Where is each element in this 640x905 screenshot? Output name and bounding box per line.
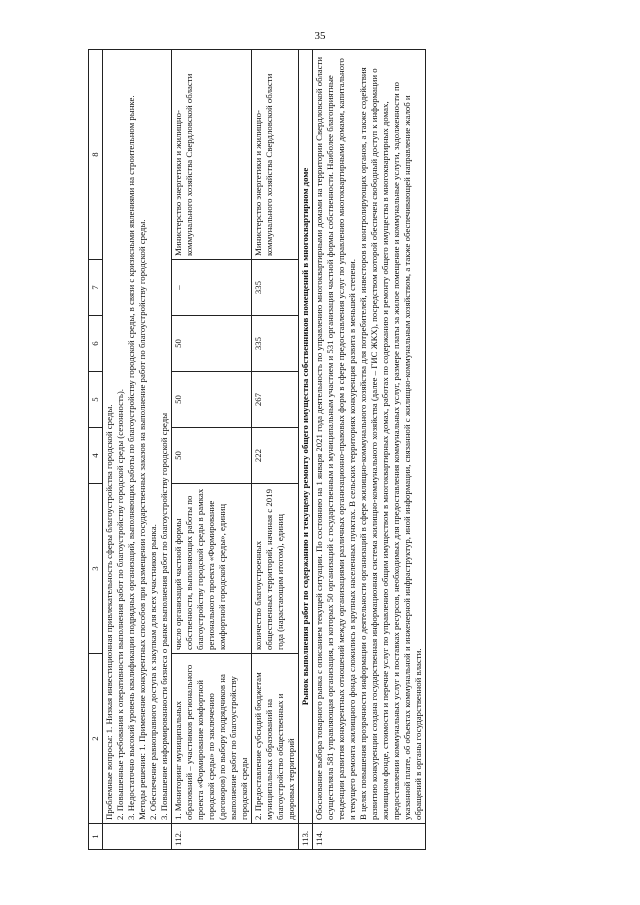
value-cell: – bbox=[172, 260, 252, 316]
market-description bbox=[313, 50, 426, 824]
table-row bbox=[103, 50, 172, 850]
problem-line: 2. Повышенные требования к оперативности выполнения работ по благоустройству городской среды (сезонность). bbox=[115, 388, 125, 820]
row-number: 113. bbox=[299, 824, 313, 850]
value-cell: 50 bbox=[172, 372, 252, 428]
value-cell: 50 bbox=[172, 316, 252, 372]
action-cell: 1. Мониторинг муниципальных образований – участников регионального проекта «Формирование комфортной городской среды» по заключению (договоров) по выбору подрядчиков на выполнение работ по благоустройству городской среды bbox=[172, 654, 252, 824]
col-header-4: 4 bbox=[89, 428, 103, 484]
description-paragraph: Обоснование выбора товарного рынка с описанием текущей ситуации. По состоянию на 1 января 2021 года деятельность по управлению многоквартирными домами на территории Свердловской области осуществляла 581 управляющая организация, из которых 50 организаций с государственным и муниципальным участием и 531 организация частной формы собственности. Наиболее благоприятные тенденции развития конкурентных отношений между организациями различных организационно-правовых форм в сфере предоставления услуг по управлению многоквартирными домами, капитального и текущего ремонта жилищного фонда сложились в крупных населенных пунктах. В сельских территориях конкуренция развита в меньшей степени. bbox=[314, 56, 357, 820]
indicator-cell: количество благоустроенных общественных территорий, начиная с 2019 года (нарастающим итогом), единиц bbox=[252, 484, 299, 654]
measures-table bbox=[88, 49, 426, 850]
col-header-5: 5 bbox=[89, 372, 103, 428]
method-line: 3. Повышение информированности бизнеса о рынке выполнения работ по благоустройству городской среды bbox=[159, 412, 169, 820]
col-header-7: 7 bbox=[89, 260, 103, 316]
col-header-1: 1 bbox=[89, 824, 103, 850]
value-cell: 335 bbox=[252, 260, 299, 316]
value-cell: 267 bbox=[252, 372, 299, 428]
value-cell: 222 bbox=[252, 428, 299, 484]
indicator-cell: число организаций частной формы собственности, выполняющих работы по благоустройству городской среды в рамках регионального проекта «Формирование комфортной городской среды», единиц bbox=[172, 484, 252, 654]
rotated-page-content bbox=[88, 50, 544, 850]
table-row bbox=[252, 50, 299, 850]
value-cell: 335 bbox=[252, 316, 299, 372]
table-row bbox=[172, 50, 252, 850]
table-row bbox=[299, 50, 313, 850]
description-paragraph: В целях повышения прозрачности информации о деятельности организаций в сфере жилищно-коммунального хозяйства для потребителей, инвесторов и контролирующих органов, а также содействия развитию конкуренции создана государственная информационная система жилищно-коммунального хозяйства (далее – ГИС ЖКХ), посредством которой обеспечен свободный доступ к информации о жилищном фонде, стоимости и перечне услуг по управлению общим имуществом в многоквартирных домах, работах по содержанию и ремонту общего имущества в многоквартирных домах, предоставлении коммунальных услуг и поставках ресурсов, необходимых для предоставления коммунальных услуг, размере платы за жилое помещение и коммунальные услуги, задолженности по указанной плате, об объектах коммунальной и инженерной инфраструктур, иной информации, связанной с жилищно-коммунальным хозяйством, а также обеспечивающей направление жалоб и обращений в органы государственной власти. bbox=[358, 67, 423, 820]
responsible-cell: Министерство энергетики и жилищно-коммунального хозяйства Свердловской области bbox=[252, 50, 299, 260]
col-header-3: 3 bbox=[89, 484, 103, 654]
responsible-cell: Министерство энергетики и жилищно-коммунального хозяйства Свердловской области bbox=[172, 50, 252, 260]
table-header-row bbox=[89, 50, 103, 850]
col-header-2: 2 bbox=[89, 654, 103, 824]
method-line: Методы решения: 1. Применение конкурентных способов при размещении государственных заказов на выполнение работ по благоустройству городской среды. bbox=[137, 219, 147, 820]
col-header-8: 8 bbox=[89, 50, 103, 260]
problems-cell bbox=[103, 50, 172, 824]
problem-line: Проблемные вопросы: 1. Низкая инвестиционная привлекательность сферы благоустройства городской среды. bbox=[104, 404, 114, 820]
row-number: 112. bbox=[172, 824, 299, 850]
table-row bbox=[313, 50, 426, 850]
action-cell: 2. Предоставление субсидий бюджетам муниципальных образований на благоустройство общественных и дворовых территорий bbox=[252, 654, 299, 824]
page-number: 35 bbox=[314, 30, 326, 42]
problem-line: 3. Недостаточно высокий уровень квалификации подрядных организаций, выполняющих работы по благоустройству городской среды, в связи с кризисными явлениями на строительном рынке. bbox=[126, 95, 136, 820]
market-title: Рынок выполнения работ по содержанию и текущему ремонту общего имущества собственников помещений в многоквартирном доме bbox=[299, 50, 313, 824]
method-line: 2. Обеспечение равноправного доступа к закупкам для всех участников рынка. bbox=[148, 524, 158, 820]
row-number: 114. bbox=[313, 824, 426, 850]
col-header-6: 6 bbox=[89, 316, 103, 372]
value-cell: 50 bbox=[172, 428, 252, 484]
